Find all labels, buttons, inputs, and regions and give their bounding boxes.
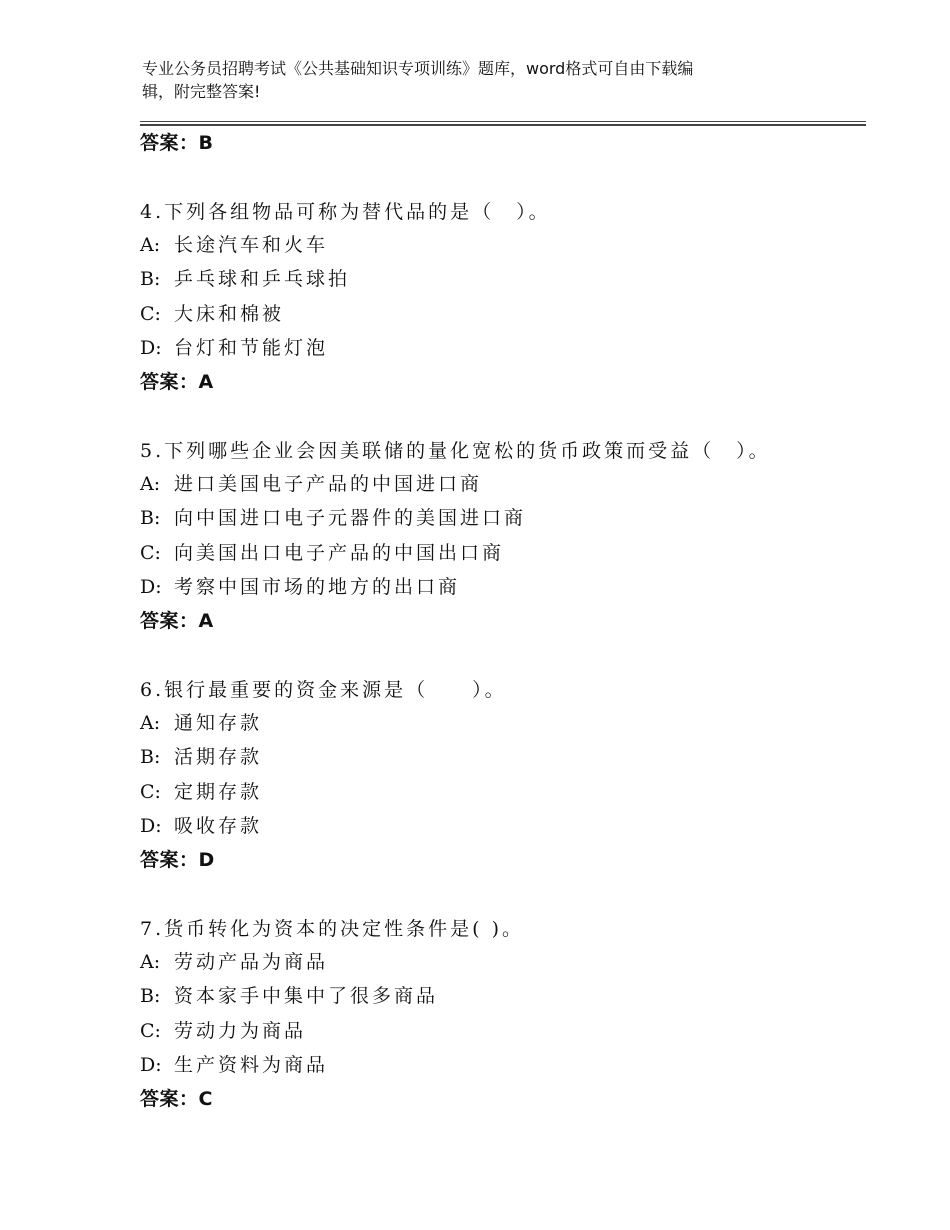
question-5-option-b [140, 506, 526, 530]
question-5-answer: 答案：A [140, 610, 214, 632]
option-text: 活期存款 [174, 746, 263, 768]
question-7-text: 7.货币转化为资本的决定性条件是( )。 [140, 918, 524, 940]
option-letter: B: [140, 507, 161, 529]
option-letter: B: [140, 985, 161, 1007]
option-letter: C: [140, 1020, 161, 1042]
option-text: 长途汽车和火车 [174, 234, 329, 256]
option-text: 劳动力为商品 [174, 1020, 307, 1042]
option-text: 进口美国电子产品的中国进口商 [174, 473, 483, 495]
question-7-answer: 答案：C [140, 1088, 213, 1110]
question-4-option-d [140, 336, 328, 360]
option-text: 台灯和节能灯泡 [174, 337, 329, 359]
option-text: 吸收存款 [174, 815, 263, 837]
question-4-text: 4.下列各组物品可称为替代品的是（ ）。 [140, 201, 551, 223]
header-line-1: 专业公务员招聘考试《公共基础知识专项训练》题库，word格式可自由下载编 [142, 59, 694, 78]
header-line-2: 辑，附完整答案! [142, 82, 261, 101]
option-letter: C: [140, 542, 161, 564]
option-letter: B: [140, 268, 161, 290]
header-divider-thick [140, 124, 866, 126]
option-text: 通知存款 [174, 712, 263, 734]
question-4-option-a [140, 233, 328, 257]
question-7-option-a [140, 950, 328, 974]
question-6-option-b [140, 745, 262, 769]
option-text: 考察中国市场的地方的出口商 [174, 576, 461, 598]
option-letter: A: [140, 234, 161, 256]
option-text: 定期存款 [174, 781, 263, 803]
question-7-option-c [140, 1019, 306, 1043]
option-text: 向美国出口电子产品的中国出口商 [174, 542, 505, 564]
option-text: 劳动产品为商品 [174, 951, 329, 973]
option-text: 资本家手中集中了很多商品 [174, 985, 439, 1007]
question-5-option-a [140, 472, 482, 496]
option-text: 向中国进口电子元器件的美国进口商 [174, 507, 527, 529]
question-5-option-d [140, 575, 460, 599]
option-letter: C: [140, 303, 161, 325]
question-6-text: 6.银行最重要的资金来源是（ ）。 [140, 679, 507, 701]
header-divider-thin [140, 121, 866, 122]
option-letter: D: [140, 337, 162, 359]
question-6-option-d [140, 814, 262, 838]
question-6-answer: 答案：D [140, 849, 215, 871]
question-6-option-c [140, 780, 262, 804]
option-letter: D: [140, 1054, 162, 1076]
option-letter: D: [140, 576, 162, 598]
question-7-option-b [140, 984, 438, 1008]
option-letter: D: [140, 815, 162, 837]
question-5-option-c [140, 541, 504, 565]
option-letter: A: [140, 951, 161, 973]
option-text: 乒乓球和乒乓球拍 [174, 268, 351, 290]
question-4-option-b [140, 267, 350, 291]
question-4-option-c [140, 302, 284, 326]
question-6-option-a [140, 711, 262, 735]
document-header [142, 57, 792, 103]
option-letter: A: [140, 712, 161, 734]
question-7-option-d [140, 1053, 328, 1077]
previous-answer: 答案：B [140, 132, 214, 154]
question-4-answer: 答案：A [140, 371, 214, 393]
option-text: 大床和棉被 [174, 303, 285, 325]
option-letter: A: [140, 473, 161, 495]
option-text: 生产资料为商品 [174, 1054, 329, 1076]
option-letter: C: [140, 781, 161, 803]
question-5-text: 5.下列哪些企业会因美联储的量化宽松的货币政策而受益（ ）。 [140, 440, 771, 462]
option-letter: B: [140, 746, 161, 768]
